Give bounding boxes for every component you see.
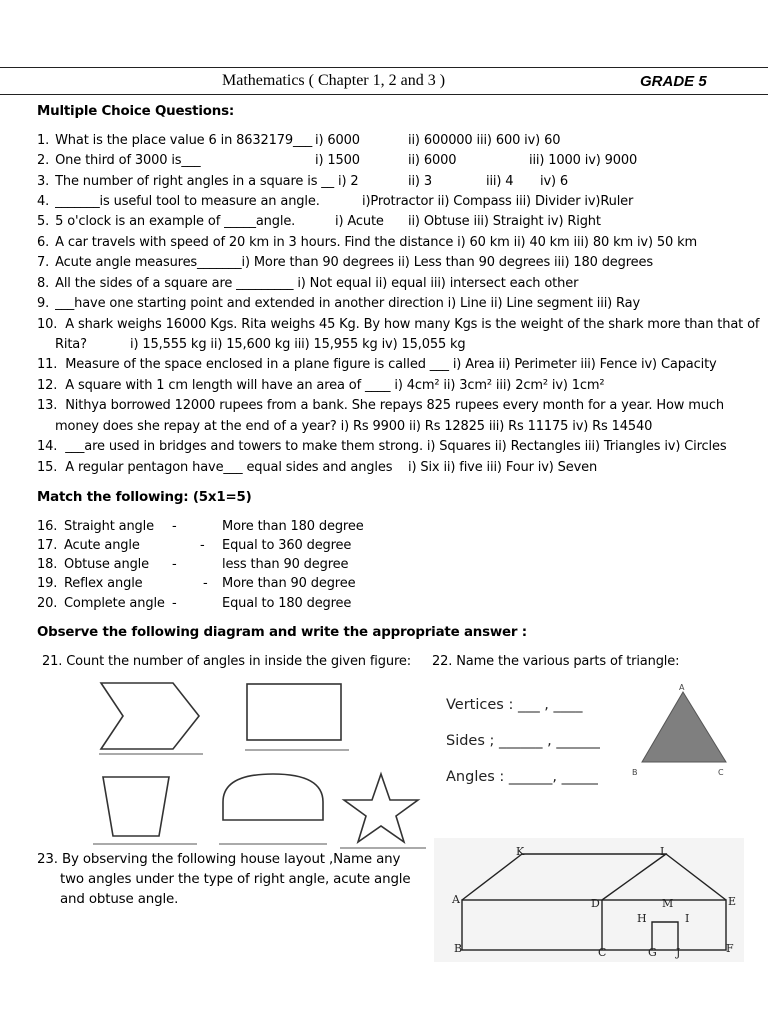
match-dash: - [200,538,205,553]
match-left-item: Complete angle [64,596,165,611]
question-2: 2. One third of 3000 is___ [37,153,201,168]
question-10-options: i) 15,555 kg ii) 15,600 kg iii) 15,955 kg iv) 15,055 kg [130,337,466,352]
match-row-number: 19. [37,576,58,591]
match-dash: - [172,519,177,534]
question-1: 1. What is the place value 6 in 8632179___ [37,133,313,148]
question-12: 12. A square with 1 cm length will have an area of ____ i) 4cm² ii) 3cm² iii) 2cm² iv) 1cm² [37,378,605,393]
question-10: 10. A shark weighs 16000 Kgs. Rita weighs 45 Kg. By how many Kgs is the weight of the shark more than that of [37,317,760,332]
question-21: 21. Count the number of angles in inside the given figure: [42,654,411,669]
rectangle-icon [243,678,353,758]
match-left-item: Obtuse angle [64,557,149,572]
match-right-item: less than 90 degree [222,557,349,572]
triangle-vertex-c-label: C [718,768,724,777]
house-point-a-label: A [452,893,460,906]
triangle-angles-line: Angles : ______, _____ [446,769,598,785]
mcq-heading: Multiple Choice Questions: [37,104,235,119]
question-11: 11. Measure of the space enclosed in a plane figure is called ___ i) Area ii) Perimeter iii) Fence iv) Capacity [37,357,717,372]
question-5-option-1: i) Acute [335,214,384,229]
house-point-l-label: L [660,845,668,858]
star-icon [340,768,430,848]
page-title: Mathematics ( Chapter 1, 2 and 3 ) [222,72,446,89]
match-row-number: 17. [37,538,58,553]
house-point-d-label: D [591,897,600,910]
match-right-item: More than 90 degree [222,576,356,591]
question-13-continued: money does she repay at the end of a year? i) Rs 9900 ii) Rs 12825 iii) Rs 11175 iv) Rs 14540 [55,419,653,434]
house-point-m-label: M [662,897,674,910]
house-point-b-label: B [454,942,463,955]
diagram-heading: Observe the following diagram and write the appropriate answer : [37,625,527,640]
question-23-line-1: 23. By observing the following house layout ,Name any [37,852,401,867]
question-1-option-1: i) 6000 [315,133,360,148]
triangle-sides-line: Sides ; ______ , ______ [446,733,600,749]
question-5: 5. 5 o'clock is an example of _____angle. [37,214,296,229]
house-point-k-label: K [516,845,525,858]
match-right-item: Equal to 360 degree [222,538,352,553]
question-22: 22. Name the various parts of triangle: [432,654,680,669]
question-23-line-2: two angles under the type of right angle, acute angle [60,872,411,887]
header-rule [0,94,768,95]
triangle-vertex-b-label: B [632,768,638,777]
house-point-e-label: E [728,895,737,908]
question-4: 4. _______is useful tool to measure an angle. [37,194,320,209]
trapezoid-icon [93,772,203,847]
match-right-item: More than 180 degree [222,519,364,534]
question-7: 7. Acute angle measures_______i) More than 90 degrees ii) Less than 90 degrees iii) 180 degrees [37,255,653,270]
house-point-h-label: H [637,912,647,925]
match-heading: Match the following: (5x1=5) [37,490,252,505]
match-dash: - [172,596,177,611]
question-3-option-4: iv) 6 [540,174,569,189]
house-layout-diagram [434,838,744,962]
match-row-number: 16. [37,519,58,534]
triangle-icon [638,684,748,774]
question-10-continued: Rita? [55,337,87,352]
question-8: 8. All the sides of a square are _________ i) Not equal ii) equal iii) intersect each other [37,276,579,291]
question-13: 13. Nithya borrowed 12000 rupees from a bank. She repays 825 rupees every month for a year. How much [37,398,724,413]
triangle-vertex-a-label: A [679,683,685,692]
house-point-f-label: F [726,942,734,955]
match-row-number: 18. [37,557,58,572]
house-point-g-label: G [648,946,657,959]
question-2-option-1: i) 1500 [315,153,360,168]
question-23-line-3: and obtuse angle. [60,892,179,907]
question-6: 6. A car travels with speed of 20 km in 3 hours. Find the distance i) 60 km ii) 40 km iii) 80 km iv) 50 km [37,235,697,250]
question-2-options: iii) 1000 iv) 9000 [529,153,638,168]
question-5-options: ii) Obtuse iii) Straight iv) Right [408,214,601,229]
match-left-item: Straight angle [64,519,154,534]
house-point-i-label: I [685,912,690,925]
match-row-number: 20. [37,596,58,611]
house-point-j-label: J [676,946,681,959]
question-1-options: ii) 600000 iii) 600 iv) 60 [408,133,561,148]
question-3-option-3: iii) 4 [486,174,514,189]
arrow-pentagon-icon [95,678,205,758]
question-15: 15. A regular pentagon have___ equal sides and angles [37,460,393,475]
top-rule [0,67,768,68]
arch-shape-icon [215,768,335,843]
question-14: 14. ___are used in bridges and towers to make them strong. i) Squares ii) Rectangles iii) Triangles iv) Circles [37,439,727,454]
question-2-option-2: ii) 6000 [408,153,457,168]
question-4-options: i)Protractor ii) Compass iii) Divider iv)Ruler [362,194,634,209]
match-dash: - [172,557,177,572]
triangle-vertices-line: Vertices : ___ , ____ [446,697,583,713]
match-right-item: Equal to 180 degree [222,596,352,611]
match-dash: - [203,576,208,591]
question-3: 3. The number of right angles in a square is __ i) 2 [37,174,359,189]
match-left-item: Acute angle [64,538,140,553]
question-3-option-2: ii) 3 [408,174,432,189]
house-point-c-label: C [598,946,607,959]
question-9: 9. ___have one starting point and extended in another direction i) Line ii) Line segment iii) Ray [37,296,641,311]
grade-label: GRADE 5 [640,73,707,90]
question-15-options: i) Six ii) five iii) Four iv) Seven [408,460,598,475]
match-left-item: Reflex angle [64,576,143,591]
